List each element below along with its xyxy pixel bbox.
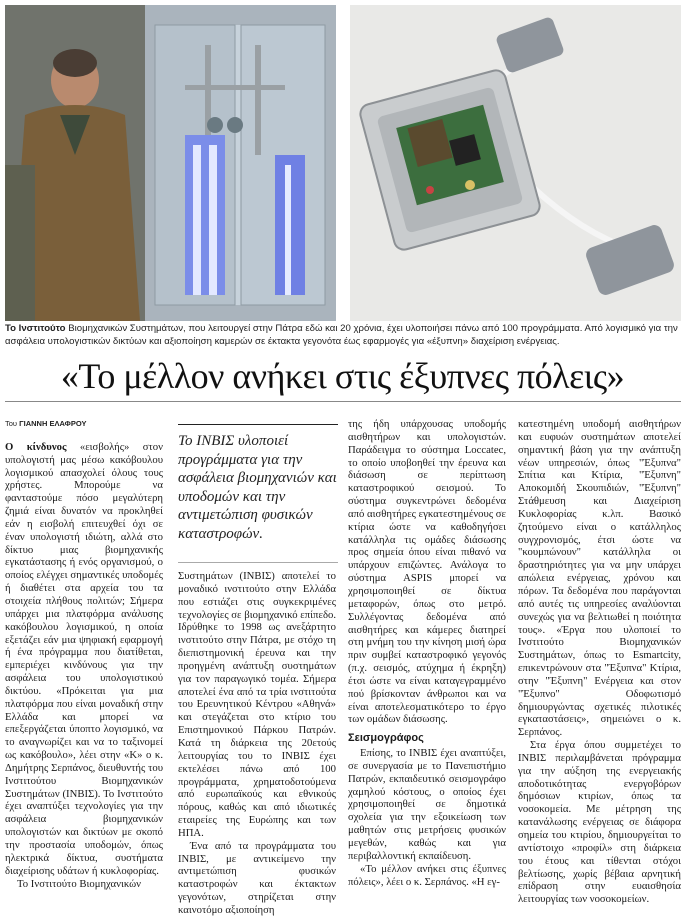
lab-photo [5,5,336,321]
paragraph: κατεστημένη υποδομή αισθητήρων και ευφυών συστημάτων αποτελεί σημαντική βάση για την ανάπτυξη νέων υπηρεσιών, όπως "Έξυπνα" Σπίτια και Κτίρια, "Έξυπνη" Αποκομιδή Σκουπιδιών, "Έξυπνη" Στάθμευση και Διαχείριση Κυκλοφορίας κ.λπ. Βασικό ζητούμενο είναι ο κατάλληλος συγχρονισμός, έτσι ώστε να "κουμπώνουν" κατάλληλα οι δραστηριότητες για να μην υπάρχει απώλεια ενέργειας, χρόνου και πόρων. Τα δεδομένα που παράγονται από αυτές τις υπηρεσίες αναλύονται συνεχώς για να βελτιωθεί η ποιότητα τους». «Έργα που υλοποιεί το Ινστιτούτο Βιομηχανικών Συστημάτων, όπως το Esmartcity, επικεντρώνουν στα "Έξυπνα" Κτίρια, στην "Έξυπνη" Ενέργεια και στον "Έξυπνο" Οδοφωτισμό δημιουργώντας σχετικές πιλοτικές εγκαταστάσεις», σημειώνει ο κ. Σερπάνος. [518,418,681,739]
photo-caption [5,322,681,348]
paragraph [5,441,163,878]
byline-author: ΓΙΑΝΝΗ ΕΛΑΦΡΟΥ [19,419,87,428]
article-column-3 [348,418,506,888]
caption-text: Βιομηχανικών Συστημάτων, που λειτουργεί στην Πάτρα εδώ και 20 χρόνια, έχει υλοποιήσει πάνω από 100 προγράμματα. Από λογισμικό για την ασφάλεια υπολογιστικών δικτύων και αξιοποίηση καμερών σε έκτακτα γεγονότα έως εφαρμογές για «έξυπνη» διαχείριση ενέργειας. [5,323,678,347]
byline [5,418,163,431]
headline-divider [5,401,681,402]
paragraph: της ήδη υπάρχουσας υποδομής αισθητήρων και υπολογιστών. Παράδειγμα το σύστημα Loccatec, το οποίο υποβοηθεί την έρευνα και διάσωση σε περίπτωση καταστροφικού σεισμού. Το σύστημα συγκεντρώνει δεδομένα από αισθητήρες εγκατεστημένους σε κτίρια ώστε να καθοδηγήσει κατάλληλα τις ομάδες διάσωσης προς σημεία όπου είναι πιθανό να υπάρχουν επιζώντες. Ανάλογα το σύστημα ASPIS μπορεί να χρησιμοποιηθεί σε δίκτυα μεταφορών, όπως στο μετρό. Συλλέγοντας δεδομένα από αισθητήρες και κάμερες διατηρεί στη μνήμη του την κίνηση μισή ώρα πριν συμβεί καταστροφικό γεγονός (π.χ. σεισμός, ατύχημα ή έκρηξη) έτσι ώστε να είναι καταγεγραμμένο πού βρίσκονταν άνθρωποι και να είναι αποτελεσματικότερο το έργο των ομάδων διάσωσης. [348,418,506,726]
paragraph: Συστημάτων (ΙΝΒΙΣ) αποτελεί το μοναδικό ινστιτούτο στην Ελλάδα που εστιάζει στις συγκεκριμένες τεχνολογίες σε βιομηχανικό επίπεδο. Ιδρύθηκε το 1998 ως ανεξάρτητο ινστιτούτο στην Πάτρα, με στόχο τη διεπιστημονική έρευνα και την προηγμένη ανάπτυξη συστημάτων για τον παραγωγικό τομέα. Σήμερα αποτελεί ένα από τα τρία ινστιτούτα του Ερευνητικού Κέντρου «Αθηνά» και στεγάζεται στο κτίριο του Επιστημονικού Πάρκου Πατρών. Κατά τη διάρκεια της 20ετούς λειτουργίας του το ΙΝΒΙΣ έχει εκτελέσει πάνω από 100 προγράμματα, χρηματοδοτούμενα από ευρωπαϊκούς και εθνικούς πόρους, καθώς και από ιδιωτικές εταιρείες της Ευρώπης και των ΗΠΑ. [178,570,336,839]
byline-prefix: Του [5,419,20,428]
paragraph: Στα έργα όπου συμμετέχει το ΙΝΒΙΣ περιλαμβάνεται πρόγραμμα για την αύξηση της ενεργειακής αποδοτικότητας ενεργοβόρων δημόσιων κτιρίων, όπως τα νοσοκομεία. Με μέτρηση της κατανάλωσης ενέργειας σε διάφορα σημεία του κτιρίου, δημιουργείται το αντίστοιχο «προφίλ» στη διάρκεια του έτους και τίθενται στόχοι βελτίωσης, χωρίς βέβαια αρνητική επίδραση στην ευαισθησία λειτουργίας των νοσοκομείων. [518,739,681,906]
paragraph: Ένα από τα προγράμματα του ΙΝΒΙΣ, με αντικείμενο την αντιμετώπιση φυσικών καταστροφών και έκτακτων γεγονότων, στηρίζεται στην καινοτόμο αξιοποίηση [178,839,336,916]
article-column-1 [5,418,163,890]
article-column-2 [178,570,336,917]
pullquote: Το ΙΝΒΙΣ υλοποιεί προγράμματα για την ασφάλεια βιομηχανιών και υποδομών και την αντιμετώπιση φυσικών καταστροφών. [178,433,337,542]
headline: «Το μέλλον ανήκει στις έξυπνες πόλεις» [60,356,625,396]
paragraph: Επίσης, το ΙΝΒΙΣ έχει αναπτύξει, σε συνεργασία με το Πανεπιστήμιο Πατρών, εκπαιδευτικό σεισμογράφο χαμηλού κόστους, ο οποίος έχει χρησιμοποιηθεί σε δημοτικά σχολεία για την εξοικείωση των μαθητών στις μετρήσεις φυσικών μεγεθών, καθώς και για περιβαλλοντική εκπαίδευση. [348,747,506,862]
lead-word: Ο κίνδυνος [5,440,67,453]
pullquote-rule-top [178,424,338,425]
device-photo [350,5,681,321]
device-photo-illustration [350,5,681,321]
article-column-4 [518,418,681,906]
paragraph: «Το μέλλον ανήκει στις έξυπνες πόλεις», λέει ο κ. Σερπάνος. «Η εγ- [348,862,506,888]
subheading: Σεισμογράφος [348,732,424,745]
lab-photo-illustration [5,5,336,321]
paragraph: Το Ινστιτούτο Βιομηχανικών [17,877,142,890]
pullquote-rule-bottom [178,562,338,563]
caption-lead: Το Ινστιτούτο [5,323,66,334]
paragraph-text: «εισβολής» στον υπολογιστή μας μέσω κακόβουλου λογισμικού απασχολεί όλους τους χρήστες. Μπορούμε να φανταστούμε πόσο μεγαλύτερη ζημιά είναι δυνατόν να προκληθεί εάν η εισβολή επιτευχθεί όχι σε έναν υπολογιστή ιδιώτη, αλλά στο δίκτυο μιας βιομηχανικής εγκατάστασης ή ενός οργανισμού, ο οποίος ελέγχει σημαντικές υποδομές ή διαθέτει στα αρχεία του τα στοιχεία πλήθους πολιτών; Σήμερα υπάρχει μια πλατφόρμα ανάλυσης κακόβουλου λογισμικού, η οποία εξετάζει εάν μια ψηφιακή εφαρμογή ή ένα πρόγραμμα που διατίθεται, εμπεριέχει κινδύνους για την ασφάλεια του υπολογιστικού δικτύου. «Πρόκειται για μια πλατφόρμα που είναι μοναδική στην Ελλάδα και μπορεί να επεξεργάζεται ύποπτο λογισμικό, να το αναγνωρίζει και να το ταξινομεί ως κακόβουλο», λέει στην «Κ» ο κ. Δημήτρης Σερπάνος, διευθυντής του Ινστιτούτου Βιομηχανικών Συστημάτων (ΙΝΒΙΣ). Το Ινστιτούτο έχει αναπτύξει τεχνολογίες για την ασφάλεια βιομηχανικών υπολογιστών και δικτύων με σκοπό την προστασία υποδομών, όπως ηλεκτρικά δίκτυα, συστήματα διαχείρισης υδάτων ή κυκλοφορίας. [5,440,163,877]
